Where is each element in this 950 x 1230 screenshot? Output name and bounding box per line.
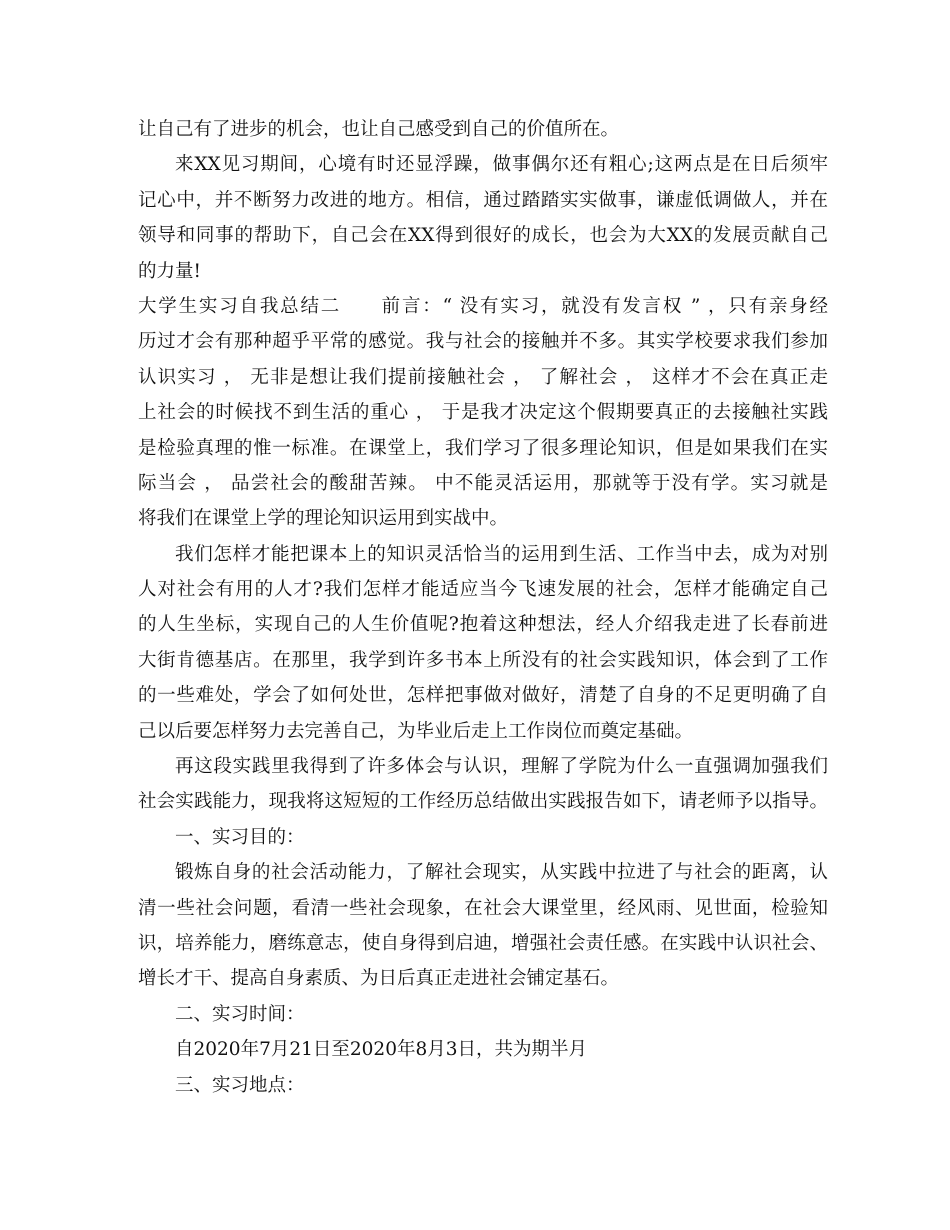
text-line: 大学生实习自我总结二 前言：“ 没有实习，就没有发言权 ” ，只有亲身经: [138, 295, 828, 317]
text-line: 的力量!: [138, 260, 201, 282]
text-line: 是检验真理的惟一标准。在课堂上，我们学习了很多理论知识，但是如果我们在实: [138, 437, 828, 459]
text-line: 我们怎样才能把课本上的知识灵活恰当的运用到生活、工作当中去，成为对别: [175, 543, 828, 565]
text-line: 己以后要怎样努力去完善自己，为毕业后走上工作岗位而奠定基础。: [138, 720, 694, 742]
text-line: 的人生坐标，实现自己的人生价值呢?抱着这种想法，经人介绍我走进了长春前进: [138, 614, 828, 636]
text-line: 上社会的时候找不到生活的重心 ， 于是我才决定这个假期要真正的去接触社实践: [138, 402, 828, 424]
text-line: 让自己有了进步的机会，也让自己感受到自己的价值所在。: [138, 119, 620, 140]
section-heading: 二、实习时间：: [175, 1003, 305, 1025]
text-line: 大街肯德基店。在那里，我学到许多书本上所没有的社会实践知识，体会到了工作: [138, 649, 828, 671]
text-line: 锻炼自身的社会活动能力，了解社会现实，从实践中拉进了与社会的距离，认: [175, 862, 828, 884]
text-line: 认识实习 ， 无非是想让我们提前接触社会 ， 了解社会 ， 这样才不会在真正走: [138, 366, 828, 388]
document-body: [138, 112, 828, 1103]
text-line: 将我们在课堂上学的理论知识运用到实战中。: [138, 508, 509, 530]
text-line: 际当会 ， 品尝社会的酸甜苦辣。 中不能灵活运用，那就等于没有学。实习就是: [138, 472, 828, 494]
text-line: 记心中，并不断努力改进的地方。相信，通过踏踏实实做事，谦虚低调做人，并在: [138, 189, 828, 211]
text-line: 再这段实践里我得到了许多体会与认识，理解了学院为什么一直强调加强我们: [175, 756, 828, 778]
text-line: 来XX见习期间，心境有时还显浮躁，做事偶尔还有粗心;这两点是在日后须牢: [175, 154, 828, 176]
text-line: 识，培养能力，磨练意志，使自身得到启迪，增强社会责任感。在实践中认识社会、: [138, 932, 828, 954]
text-line: 历过才会有那种超乎平常的感觉。我与社会的接触并不多。其实学校要求我们参加: [138, 331, 828, 353]
text-line: 人对社会有用的人才?我们怎样才能适应当今飞速发展的社会，怎样才能确定自己: [138, 579, 828, 601]
text-line: 的一些难处，学会了如何处世，怎样把事做对做好，清楚了自身的不足更明确了自: [138, 685, 828, 707]
text-line: 增长才干、提高自身素质、为日后真正走进社会铺定基石。: [138, 968, 620, 990]
text-line: 自2020年7月21日至2020年8月3日，共为期半月: [175, 1039, 588, 1061]
text-line: 领导和同事的帮助下，自己会在XX得到很好的成长，也会为大XX的发展贡献自己: [138, 225, 828, 247]
section-heading: 一、实习目的：: [175, 826, 305, 848]
text-line: 清一些社会问题，看清一些社会现象，在社会大课堂里，经风雨、见世面，检验知: [138, 897, 828, 919]
section-heading: 三、实习地点：: [175, 1074, 305, 1096]
text-line: 社会实践能力，现我将这短短的工作经历总结做出实践报告如下，请老师予以指导。: [138, 791, 828, 813]
